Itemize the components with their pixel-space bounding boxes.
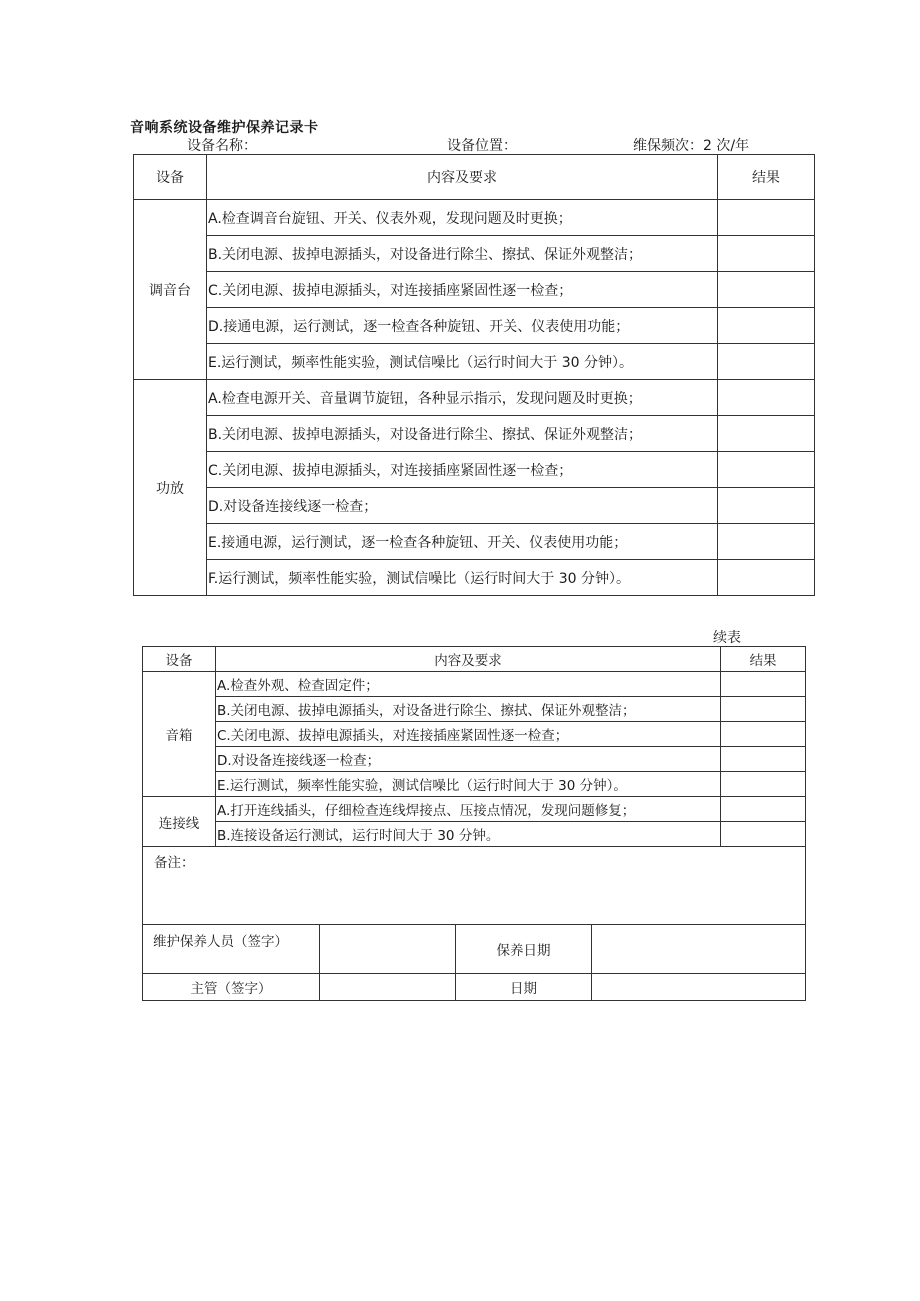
result-cell[interactable]	[721, 822, 806, 847]
table-row	[134, 308, 815, 344]
maintenance-date-label: 保养日期	[456, 925, 592, 974]
table-row	[134, 344, 815, 380]
requirement-cell: A.检查外观、检查固定件；	[216, 672, 721, 697]
device-cell-amplifier: 功放	[134, 380, 207, 596]
table-row	[143, 797, 806, 822]
device-name-label: 设备名称：	[187, 138, 257, 154]
requirement-cell: B.连接设备运行测试，运行时间大于 30 分钟。	[216, 822, 721, 847]
table-row	[134, 524, 815, 560]
result-cell[interactable]	[718, 344, 815, 380]
header-content: 内容及要求	[207, 155, 718, 200]
signature-row	[143, 974, 806, 1001]
requirement-cell: C.关闭电源、拔掉电源插头，对连接插座紧固性逐一检查；	[207, 272, 718, 308]
maintenance-table-continued	[142, 646, 806, 1001]
table-row	[134, 200, 815, 236]
result-cell[interactable]	[721, 722, 806, 747]
result-cell[interactable]	[718, 452, 815, 488]
result-cell[interactable]	[718, 272, 815, 308]
result-cell[interactable]	[721, 772, 806, 797]
supervisor-sign-label: 主管（签字）	[143, 974, 320, 1001]
header-result: 结果	[718, 155, 815, 200]
date-label: 日期	[456, 974, 592, 1001]
result-cell[interactable]	[718, 236, 815, 272]
header-content: 内容及要求	[216, 647, 721, 672]
maintenance-date-field[interactable]	[592, 925, 806, 974]
table-row	[134, 236, 815, 272]
table-row	[134, 416, 815, 452]
device-cell-speaker: 音箱	[143, 672, 216, 797]
result-cell[interactable]	[721, 697, 806, 722]
result-cell[interactable]	[718, 524, 815, 560]
device-location-label: 设备位置：	[447, 138, 517, 154]
date-field[interactable]	[592, 974, 806, 1001]
table-row	[143, 697, 806, 722]
table-row	[134, 380, 815, 416]
header-result: 结果	[721, 647, 806, 672]
table-row	[143, 722, 806, 747]
result-cell[interactable]	[718, 560, 815, 596]
maintainer-sign-field[interactable]	[320, 925, 456, 974]
requirement-cell: F.运行测试，频率性能实验，测试信噪比（运行时间大于 30 分钟）。	[207, 560, 718, 596]
requirement-cell: E.接通电源，运行测试，逐一检查各种旋钮、开关、仪表使用功能；	[207, 524, 718, 560]
header-device: 设备	[143, 647, 216, 672]
remarks-label: 备注：	[154, 855, 195, 871]
result-cell[interactable]	[721, 747, 806, 772]
result-cell[interactable]	[718, 200, 815, 236]
table-row	[143, 772, 806, 797]
table-row	[143, 747, 806, 772]
maintenance-table-main	[133, 154, 815, 596]
requirement-cell: D.对设备连接线逐一检查；	[207, 488, 718, 524]
requirement-cell: B.关闭电源、拔掉电源插头，对设备进行除尘、擦拭、保证外观整洁；	[207, 236, 718, 272]
result-cell[interactable]	[718, 380, 815, 416]
header-device: 设备	[134, 155, 207, 200]
requirement-cell: C.关闭电源、拔掉电源插头，对连接插座紧固性逐一检查；	[207, 452, 718, 488]
requirement-cell: A.检查调音台旋钮、开关、仪表外观，发现问题及时更换；	[207, 200, 718, 236]
table-header-row	[143, 647, 806, 672]
requirement-cell: D.接通电源，运行测试，逐一检查各种旋钮、开关、仪表使用功能；	[207, 308, 718, 344]
table-row	[134, 272, 815, 308]
result-cell[interactable]	[718, 416, 815, 452]
table-row	[143, 822, 806, 847]
frequency-label: 维保频次：2 次/年	[633, 138, 750, 154]
remarks-row	[143, 847, 806, 925]
table-row	[134, 488, 815, 524]
remarks-cell[interactable]	[143, 847, 806, 925]
requirement-cell: C.关闭电源、拔掉电源插头，对连接插座紧固性逐一检查；	[216, 722, 721, 747]
table-row	[143, 672, 806, 697]
requirement-cell: B.关闭电源、拔掉电源插头，对设备进行除尘、擦拭、保证外观整洁；	[216, 697, 721, 722]
result-cell[interactable]	[718, 488, 815, 524]
doc-title: 音响系统设备维护保养记录卡	[130, 120, 319, 136]
device-cell-cable: 连接线	[143, 797, 216, 847]
table-row	[134, 560, 815, 596]
table-row	[134, 452, 815, 488]
maintainer-sign-label: 维护保养人员（签字）	[143, 925, 320, 974]
requirement-cell: B.关闭电源、拔掉电源插头，对设备进行除尘、擦拭、保证外观整洁；	[207, 416, 718, 452]
requirement-cell: A.打开连线插头，仔细检查连线焊接点、压接点情况，发现问题修复；	[216, 797, 721, 822]
supervisor-sign-field[interactable]	[320, 974, 456, 1001]
requirement-cell: D.对设备连接线逐一检查；	[216, 747, 721, 772]
result-cell[interactable]	[721, 797, 806, 822]
table-header-row	[134, 155, 815, 200]
continued-label: 续表	[713, 630, 741, 646]
signature-row	[143, 925, 806, 974]
requirement-cell: A.检查电源开关、音量调节旋钮，各种显示指示，发现问题及时更换；	[207, 380, 718, 416]
result-cell[interactable]	[721, 672, 806, 697]
result-cell[interactable]	[718, 308, 815, 344]
requirement-cell: E.运行测试，频率性能实验，测试信噪比（运行时间大于 30 分钟）。	[216, 772, 721, 797]
device-cell-mixer: 调音台	[134, 200, 207, 380]
requirement-cell: E.运行测试，频率性能实验，测试信噪比（运行时间大于 30 分钟）。	[207, 344, 718, 380]
